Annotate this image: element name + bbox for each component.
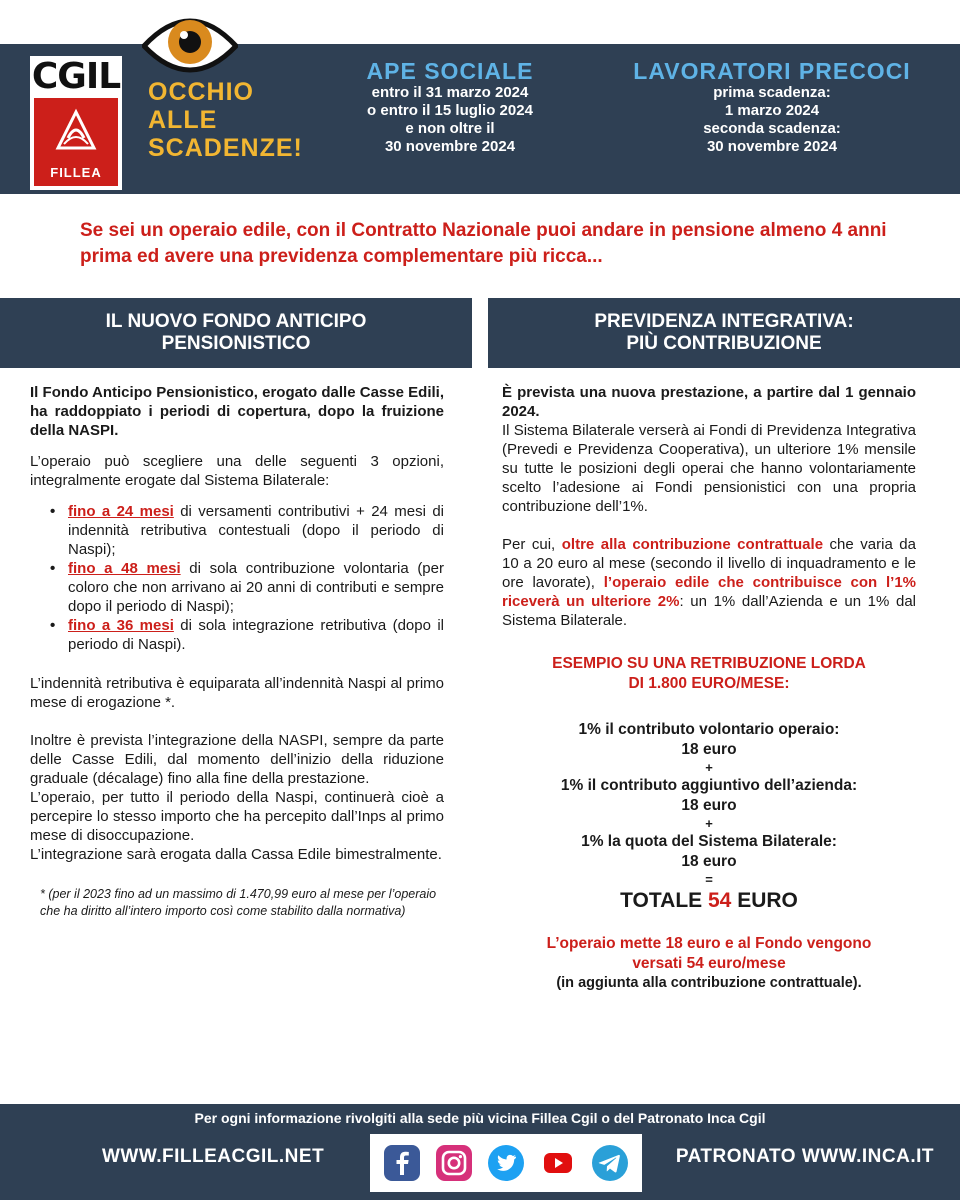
left-section-title: IL NUOVO FONDO ANTICIPO bbox=[105, 311, 367, 332]
right-paragraph: Il Sistema Bilaterale verserà ai Fondi di Previdenza Integrativa (Prevedi e Previdenza Cooperativa), un ulteriore 1% mensile su tutte le posizioni degli operai che hanno volontariamente scelto l’adesione ai Fondi pensionistici con una propria contribuzione dell’1%. bbox=[502, 422, 916, 515]
closing-highlight: versati 54 euro/mese bbox=[632, 955, 786, 972]
instagram-icon[interactable] bbox=[434, 1143, 474, 1183]
lavoratori-deadline-line: prima scadenza: bbox=[713, 84, 831, 101]
calc-label: 1% la quota del Sistema Bilaterale: bbox=[581, 833, 837, 850]
left-paragraph: L’integrazione sarà erogata dalla Cassa Edile bimestralmente. bbox=[30, 846, 442, 863]
closing-note: (in aggiunta alla contribuzione contrattuale). bbox=[556, 975, 862, 991]
option-highlight: fino a 48 mesi bbox=[68, 560, 181, 577]
ape-deadline-line: 30 novembre 2024 bbox=[384, 138, 516, 155]
option-text: di sola integrazione retributiva (dopo il periodo di Naspi). bbox=[68, 617, 444, 653]
slogan-line: SCADENZE! bbox=[148, 134, 303, 162]
fillea-website-link[interactable]: WWW.FILLEACGIL.NET bbox=[102, 1146, 325, 1167]
logo-fillea-text: FILLEA bbox=[50, 165, 102, 180]
example-block bbox=[502, 654, 916, 694]
lavoratori-deadline-line: 30 novembre 2024 bbox=[706, 138, 838, 155]
ape-deadline-line: entro il 31 marzo 2024 bbox=[371, 84, 529, 101]
right-paragraph-mixed bbox=[502, 535, 916, 630]
lavoratori-deadline-line: 1 marzo 2024 bbox=[724, 102, 820, 119]
left-section-header bbox=[0, 298, 472, 368]
right-section-title: PREVIDENZA INTEGRATIVA: bbox=[594, 311, 854, 332]
calc-value: 18 euro bbox=[681, 853, 737, 870]
total-line bbox=[502, 888, 916, 914]
right-column bbox=[502, 383, 916, 993]
text-run: che varia da 10 a 20 euro al mese (secondo il livello di inquadramento e le ore lavorate), bbox=[502, 536, 916, 591]
left-paragraph: L’operaio può scegliere una delle seguenti 3 opzioni, integralmente erogate dal Sistema Bilaterale: bbox=[30, 453, 444, 489]
left-section-title: PENSIONISTICO bbox=[161, 333, 311, 354]
twitter-icon[interactable] bbox=[486, 1143, 526, 1183]
inca-website-link[interactable]: PATRONATO WWW.INCA.IT bbox=[675, 1146, 934, 1167]
left-paragraph: L’indennità retributiva è equiparata all’indennità Naspi al primo mese di erogazione *. bbox=[30, 675, 444, 711]
ape-deadline-line: e non oltre il bbox=[405, 120, 495, 137]
slogan-line: ALLE bbox=[148, 106, 218, 134]
closing-highlight: L’operaio mette 18 euro e al Fondo vengono bbox=[546, 935, 872, 952]
slogan bbox=[148, 78, 328, 162]
right-lead: È prevista una nuova prestazione, a partire dal 1 gennaio 2024. bbox=[502, 384, 916, 420]
calc-value: 18 euro bbox=[681, 741, 737, 758]
text-run: Per cui, bbox=[502, 536, 562, 553]
facebook-icon[interactable] bbox=[382, 1143, 422, 1183]
calc-label: 1% il contributo volontario operaio: bbox=[578, 721, 840, 738]
option-text: di versamenti contributivi + 24 mesi di indennità retributiva contestuali (dopo il periodo di Naspi); bbox=[68, 503, 444, 558]
logo-cgil-text: CGIL bbox=[31, 56, 121, 97]
lavoratori-precoci-title: LAVORATORI PRECOCI bbox=[633, 58, 911, 84]
calc-value: 18 euro bbox=[681, 797, 737, 814]
telegram-icon[interactable] bbox=[590, 1143, 630, 1183]
lavoratori-precoci-block bbox=[612, 58, 932, 156]
cgil-fillea-logo bbox=[30, 56, 122, 190]
option-highlight: fino a 36 mesi bbox=[68, 617, 174, 634]
right-section-title: PIÙ CONTRIBUZIONE bbox=[626, 333, 822, 354]
highlight-run: oltre alla contribuzione contrattuale bbox=[561, 536, 824, 553]
closing-block bbox=[502, 934, 916, 993]
left-lead: Il Fondo Anticipo Pensionistico, erogato dalle Casse Edili, ha raddoppiato i periodi di copertura, dopo la fruizione della NASPI. bbox=[30, 384, 444, 439]
total-value: 54 bbox=[708, 889, 732, 912]
eye-icon bbox=[142, 2, 238, 86]
slogan-line: OCCHIO bbox=[148, 78, 254, 106]
total-label: TOTALE bbox=[620, 889, 708, 912]
text-run: : un 1% dall’Azienda e un 1% dal Sistema Bilaterale. bbox=[502, 593, 917, 629]
options-list bbox=[30, 502, 444, 654]
social-icons bbox=[370, 1134, 642, 1192]
intro-text: Se sei un operaio edile, con il Contratto Nazionale puoi andare in pensione almeno 4 anni prima ed avere una previdenza complementare più ricca... bbox=[80, 220, 887, 267]
option-item bbox=[30, 559, 444, 616]
option-highlight: fino a 24 mesi bbox=[68, 503, 174, 520]
calculation bbox=[502, 720, 916, 914]
footer-info: Per ogni informazione rivolgiti alla sede più vicina Fillea Cgil o del Patronato Inca Cgil bbox=[194, 1110, 766, 1126]
footnote: * (per il 2023 fino ad un massimo di 1.470,99 euro al mese per l’operaio che ha diritto all’intero importo così come stabilito dalla normativa) bbox=[40, 887, 437, 918]
ape-deadline-line: o entro il 15 luglio 2024 bbox=[367, 102, 533, 119]
calc-operator: = bbox=[705, 872, 713, 887]
logo-red-block bbox=[34, 98, 118, 186]
total-unit: EURO bbox=[731, 889, 798, 912]
left-column bbox=[30, 383, 444, 920]
highlight-run: l’operaio edile che contribuisce con l’1% riceverà un ulteriore 2% bbox=[502, 574, 917, 610]
option-item bbox=[30, 502, 444, 559]
ape-sociale-block bbox=[340, 58, 560, 156]
footer bbox=[0, 1104, 960, 1200]
left-paragraph: L’operaio, per tutto il periodo della Naspi, continuerà cioè a percepire lo stesso importo che ha percepito dall’Inps al primo mese di disoccupazione. bbox=[30, 789, 444, 844]
option-item bbox=[30, 616, 444, 654]
right-section-header bbox=[488, 298, 960, 368]
left-paragraph: Inoltre è prevista l’integrazione della NASPI, sempre da parte delle Casse Edili, dal momento dell’inizio della riduzione graduale (décalage) fino alla fine della prestazione. bbox=[30, 732, 444, 787]
ape-sociale-title: APE SOCIALE bbox=[366, 58, 534, 84]
example-title: DI 1.800 EURO/MESE: bbox=[628, 675, 790, 692]
option-text: di sola contribuzione volontaria (per coloro che non arrivano ai 20 anni di contributi e sempre dopo il periodo di Naspi); bbox=[68, 560, 444, 615]
calc-operator: + bbox=[705, 816, 713, 831]
lavoratori-deadline-line: seconda scadenza: bbox=[703, 120, 841, 137]
fillea-mark-icon bbox=[54, 108, 98, 154]
calc-operator: + bbox=[705, 760, 713, 775]
youtube-icon[interactable] bbox=[538, 1143, 578, 1183]
example-title: ESEMPIO SU UNA RETRIBUZIONE LORDA bbox=[552, 655, 866, 672]
calc-label: 1% il contributo aggiuntivo dell’azienda: bbox=[560, 777, 858, 794]
